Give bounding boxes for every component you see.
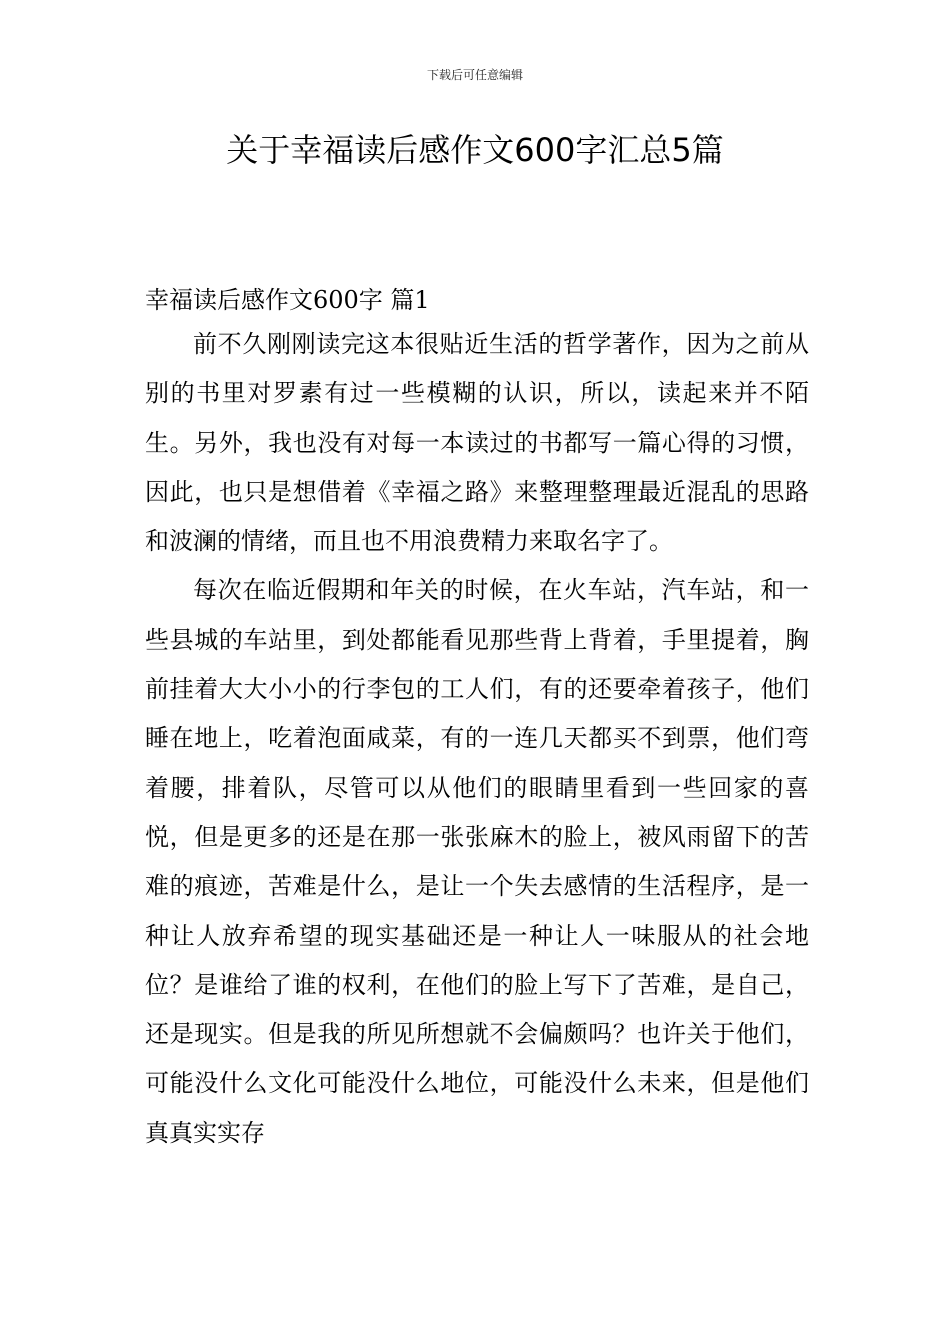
paragraph-2: 每次在临近假期和年关的时候，在火车站，汽车站，和一些县城的车站里，到处都能看见那些背上背着，手里提着，胸前挂着大大小小的行李包的工人们，有的还要牵着孩子，他们睡在地上，吃着泡面咸菜，有的一连几天都买不到票，他们弯着腰，排着队，尽管可以从他们的眼睛里看到一些回家的喜悦，但是更多的还是在那一张张麻木的脸上，被风雨留下的苦难的痕迹，苦难是什么，是让一个失去感情的生活程序，是一种让人放弃希望的现实基础还是一种让人一味服从的社会地位？是谁给了谁的权利，在他们的脸上写下了苦难，是自己，还是现实。但是我的所见所想就不会偏颇吗？也许关于他们，可能没什么文化可能没什么地位，可能没什么未来，但是他们真真实实存 <box>145 576 809 1147</box>
section-heading: 幸福读后感作文600字 篇1 <box>145 286 430 314</box>
paragraph-1: 前不久刚刚读完这本很贴近生活的哲学著作，因为之前从别的书里对罗素有过一些模糊的认识，所以，读起来并不陌生。另外，我也没有对每一本读过的书都写一篇心得的习惯，因此，也只是想借着《幸福之路》来整理整理最近混乱的思路和波澜的情绪，而且也不用浪费精力来取名字了。 <box>145 330 809 556</box>
document-body <box>145 280 809 1158</box>
page-header-note: 下载后可任意编辑 <box>426 68 523 82</box>
document-title: 关于幸福读后感作文600字汇总5篇 <box>226 131 724 169</box>
